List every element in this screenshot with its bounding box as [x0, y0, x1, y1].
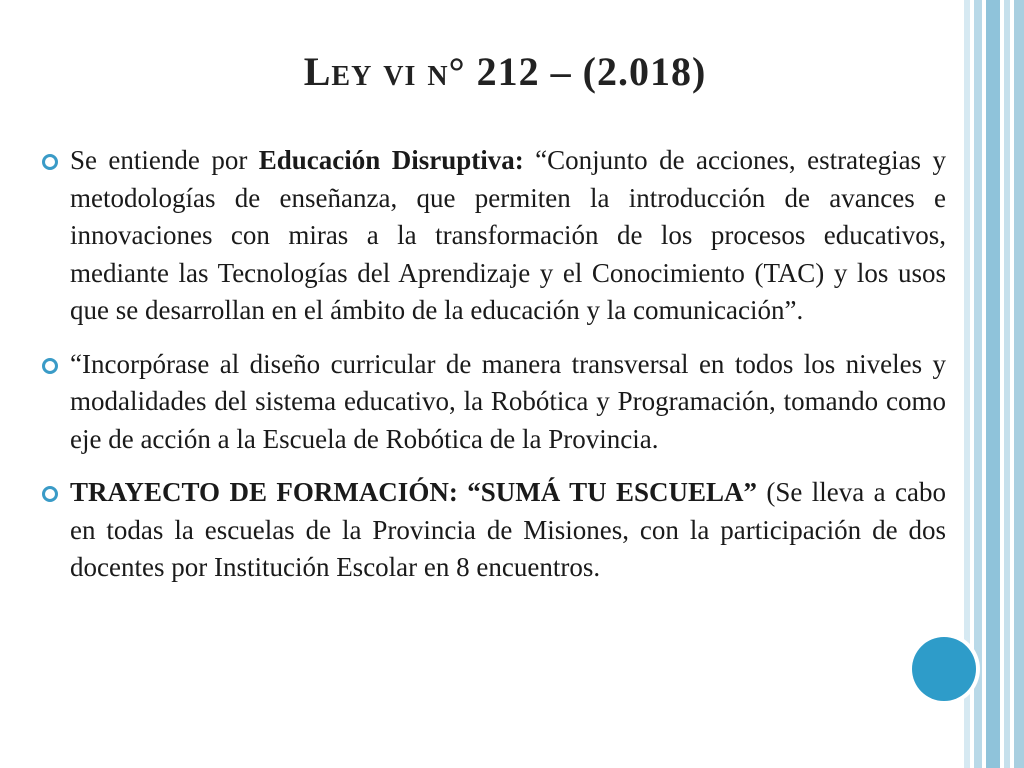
bullet-text-cont: (Se lleva a cabo en todas la escuelas de la Provincia de Misiones, con la participación de dos docentes por Institución Escolar en 8 encuentros. — [70, 477, 946, 582]
bullet-text: Se entiende por — [70, 145, 259, 175]
bullet-ring-icon — [42, 486, 58, 502]
slide-title-number: 212 – (2.018) — [465, 49, 707, 94]
bullet-item — [40, 474, 946, 587]
decorative-circle — [912, 637, 976, 701]
side-bar-5 — [1014, 0, 1024, 768]
slide-title-law: Ley vi n° — [303, 49, 466, 94]
decorative-side-bars — [964, 0, 1024, 768]
bullet-item — [40, 346, 946, 459]
slide-title — [40, 48, 970, 95]
bullet-ring-icon — [42, 358, 58, 374]
bullet-item — [40, 142, 946, 330]
side-bar-3 — [986, 0, 1000, 768]
side-bar-2 — [974, 0, 982, 768]
bullet-text-cont: “Conjunto de acciones, estrategias y metodologías de enseñanza, que permiten la introducción de avances e innovaciones con miras a la transformación de los procesos educativos, mediante las Tecnologías del Aprendizaje y el Conocimiento (TAC) y los usos que se desarrollan en el ámbito de la educación y la comunicación”. — [70, 145, 946, 325]
bullet-list — [40, 142, 946, 603]
bullet-ring-icon — [42, 154, 58, 170]
bullet-bold-text: Educación Disruptiva: — [258, 145, 524, 175]
bullet-text: “Incorpórase al diseño curricular de manera transversal en todos los niveles y modalidades del sistema educativo, la Robótica y Programación, tomando como eje de acción a la Escuela de Robótica de la Provincia. — [70, 348, 946, 454]
bullet-bold-text: TRAYECTO DE FORMACIÓN: “SUMÁ TU ESCUELA” — [70, 477, 758, 507]
side-bar-4 — [1004, 0, 1010, 768]
